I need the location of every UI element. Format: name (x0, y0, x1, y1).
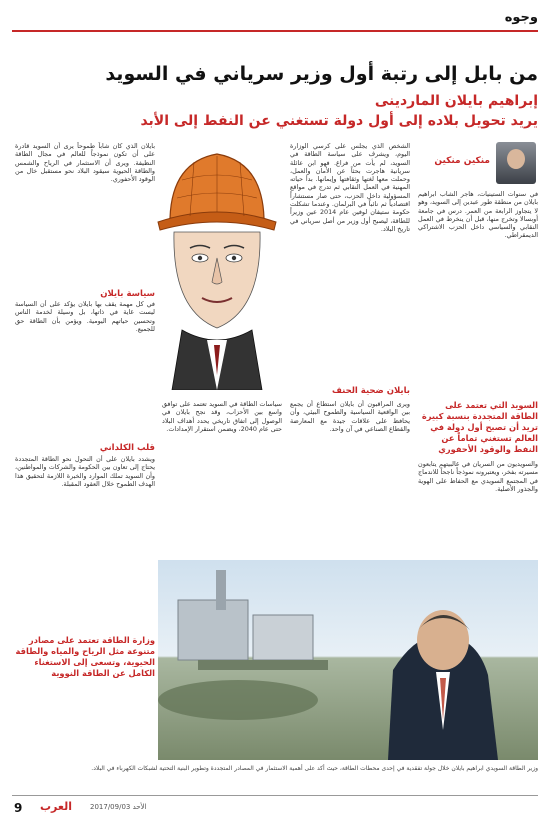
article-column-bottom-right: والسويديون من السريان في غالبيتهم يتابعون مسيرته بفخر، ويعتبرونه نموذجاً ناجحاً للاندماج في المجتمع السويدي مع الحفاظ على الهوية والجذور الأصلية. (418, 460, 538, 493)
article-column-bottom-left: سياسات الطاقة في السويد تعتمد على توافق واسع بين الأحزاب، وقد نجح بايلان في الوصول إلى اتفاق تاريخي يحدد أهداف البلاد حتى عام 2040، ويضمن استقرار الإمدادات. (162, 400, 282, 433)
photo-caption: وزير الطاقة السويدي ابراهيم بايلان خلال جولة تفقدية في إحدى محطات الطاقة، حيث أكد على أهمية الاستثمار في المصادر المتجددة وتطوير البنية التحتية لشبكات الكهرباء في البلاد. (91, 765, 538, 772)
subsection-title: بايلان ضحية الحنف (332, 386, 410, 396)
article-column-left-2: في كل مهمة يقف بها بايلان يؤكد على أن السياسة ليست غاية في ذاتها، بل وسيلة لخدمة الناس وتحسين حياتهم اليومية. ويؤمن بأن الطاقة حق للجميع. (15, 300, 155, 333)
photo-scene (158, 560, 538, 760)
headline: من بابل إلى رتبة أول وزير سرياني في السويد (105, 63, 538, 85)
subheadline-name: إبراهيم بايلان الماردينى (374, 93, 538, 109)
article-column-left-3: ويشدد بايلان على أن التحول نحو الطاقة المتجددة يحتاج إلى تعاون بين الحكومة والشركات والمواطنين، وأن السويد تملك الموارد والخبرة اللازمة لتحقيق هذا الهدف الطموح خلال العقود المقبلة. (15, 455, 155, 488)
article-column-right: في سنوات الستينيات، هاجر الشاب ابراهيم بايلان من منطقة طور عبدين إلى السويد، وهو لا يتجاوز الرابعة من العمر. درس في جامعة أوبسالا وتخرج منها، قبل أن ينخرط في العمل النقابي والسياسي داخل الحزب الاشتراكي الديمقراطي. (418, 190, 538, 240)
section-label: وجوه (504, 10, 538, 25)
author-photo (496, 142, 536, 184)
footer-rule (12, 795, 538, 796)
caricature-illustration (152, 140, 282, 390)
article-column-bottom-middle: ويرى المراقبون أن بايلان استطاع أن يجمع بين الواقعية السياسية والطموح البيئي، وأن يحافظ على علاقات جيدة مع المعارضة والقطاع الصناعي في آن واحد. (290, 400, 410, 433)
subheadline: يريد تحويل بلاده إلى أول دولة تستغني عن النفط إلى الأبد (140, 113, 538, 129)
article-column-middle: الشخص الذي يجلس على كرسي الوزارة اليوم، ويشرف على سياسة الطاقة في السويد، لم يأت من فراغ. فهو ابن عائلة سريانية هاجرت بحثاً عن الأمان والعمل، وحملت معها لغتها وثقافتها وإيمانها. بدأ حياته المهنية في العمل النقابي ثم تدرج في مواقع المسؤولية داخل الحزب، حتى صار مستشاراً اقتصادياً ثم نائباً في البرلمان. وعندما تشكلت حكومة ستيفان لوفين عام 2014 عين وزيراً للطاقة، ليصبح أول وزير من أصل سرياني في تاريخ البلاد. (290, 142, 410, 233)
newspaper-name: العرب (40, 800, 73, 813)
pull-quote: السويد التي تعتمد على الطاقة المتجددة بنسبة كبيرة تريد أن تصبح أول دولة في العالم تستغني تماماً عن النفط والوقود الأحفوري (421, 400, 538, 454)
article-column-left: بايلان الذي كان شاباً طموحاً يرى أن السويد قادرة على أن تكون نموذجاً للعالم في مجال الطاقة النظيفة. ويرى أن الاستثمار في الرياح والشمس والطاقة الحيوية سيقود البلاد نحو مستقبل خال من الوقود الأحفوري. (15, 142, 155, 184)
page-number: 9 (14, 801, 23, 815)
pull-quote: وزارة الطاقة تعتمد على مصادر متنوعة مثل الرياح والمياه والطاقة الحيوية، وتسعى إلى الاستغناء الكامل عن الطاقة النووية (15, 635, 155, 678)
subsection-title: قلب الكلداني (99, 443, 155, 453)
section-divider (12, 30, 538, 32)
author-name: منكين منكين (434, 156, 490, 166)
issue-date: الأحد 2017/09/03 (90, 803, 147, 811)
subsection-title: سياسة بايلان (100, 289, 155, 299)
article-photo (158, 560, 538, 760)
